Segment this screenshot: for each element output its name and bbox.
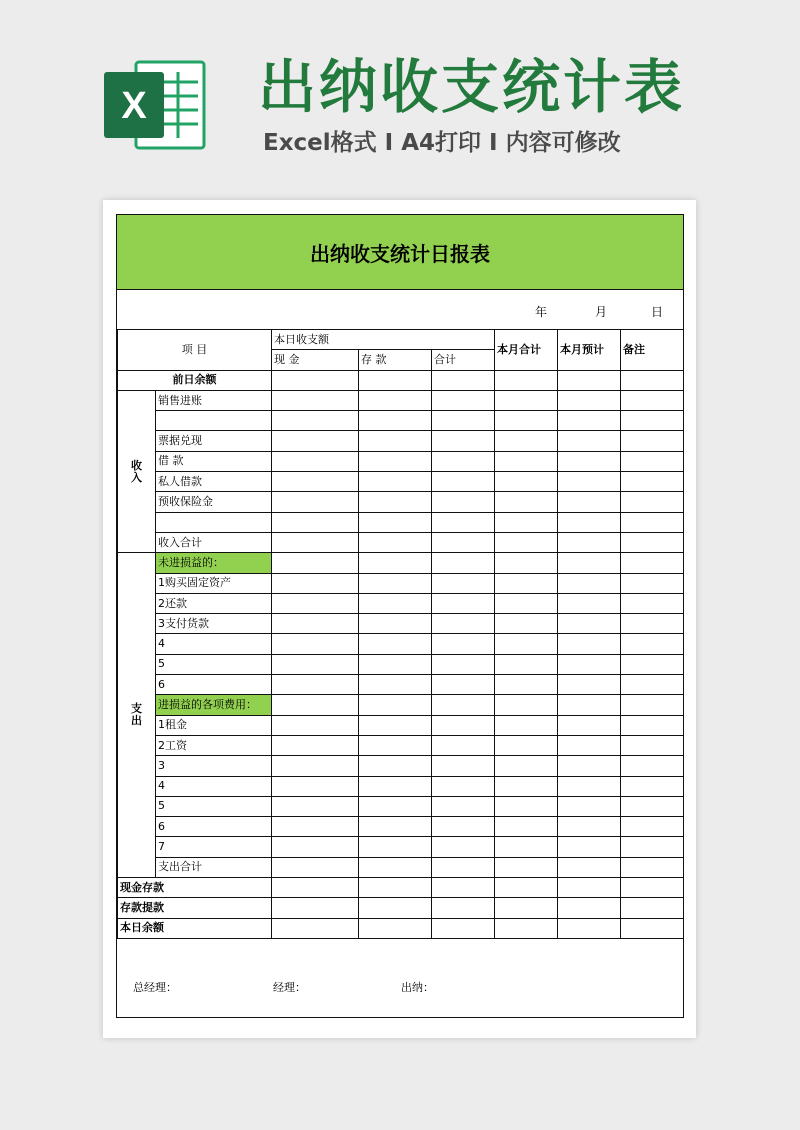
value-cell[interactable]	[495, 614, 558, 634]
value-cell[interactable]	[272, 776, 359, 796]
value-cell[interactable]	[272, 837, 359, 857]
row-label-income: 销售进账	[156, 390, 272, 410]
value-cell[interactable]	[432, 411, 495, 431]
value-cell[interactable]	[432, 593, 495, 613]
value-cell[interactable]	[621, 553, 684, 573]
value-cell[interactable]	[621, 675, 684, 695]
value-cell[interactable]	[558, 573, 621, 593]
value-cell[interactable]	[432, 695, 495, 715]
value-cell[interactable]	[359, 837, 432, 857]
report-table	[117, 329, 684, 939]
date-row	[117, 290, 683, 330]
value-cell[interactable]	[272, 695, 359, 715]
value-cell[interactable]	[495, 756, 558, 776]
value-cell[interactable]	[359, 715, 432, 735]
value-cell[interactable]	[495, 553, 558, 573]
value-cell[interactable]	[495, 390, 558, 410]
group-label-income: 收 入	[118, 390, 156, 552]
value-cell[interactable]	[621, 898, 684, 918]
value-cell[interactable]	[495, 878, 558, 898]
value-cell[interactable]	[558, 675, 621, 695]
row-label-prev-balance: 前日余额	[118, 370, 272, 390]
table-row	[118, 837, 684, 857]
value-cell[interactable]	[359, 898, 432, 918]
value-cell[interactable]	[272, 553, 359, 573]
value-cell[interactable]	[621, 918, 684, 938]
col-header-note: 备注	[621, 330, 684, 371]
value-cell[interactable]	[359, 472, 432, 492]
row-label-summary: 现金存款	[118, 878, 272, 898]
value-cell[interactable]	[621, 756, 684, 776]
value-cell[interactable]	[432, 634, 495, 654]
table-row	[118, 715, 684, 735]
value-cell[interactable]	[558, 796, 621, 816]
table-row	[118, 776, 684, 796]
value-cell[interactable]	[432, 675, 495, 695]
value-cell[interactable]	[558, 431, 621, 451]
value-cell[interactable]	[432, 898, 495, 918]
value-cell[interactable]	[272, 431, 359, 451]
row-label-income: 收入合计	[156, 532, 272, 552]
table-row	[118, 675, 684, 695]
value-cell[interactable]	[495, 512, 558, 532]
value-cell[interactable]	[558, 715, 621, 735]
value-cell[interactable]	[272, 573, 359, 593]
row-label-income: 预收保险金	[156, 492, 272, 512]
value-cell[interactable]	[432, 715, 495, 735]
value-cell[interactable]	[558, 614, 621, 634]
table-row	[118, 918, 684, 938]
row-label-expense-category: 进损益的各项费用：	[156, 695, 272, 715]
row-label-expense: 支出合计	[156, 857, 272, 877]
row-label-income: 票据兑现	[156, 431, 272, 451]
value-cell[interactable]	[272, 614, 359, 634]
value-cell[interactable]	[558, 817, 621, 837]
value-cell[interactable]	[558, 898, 621, 918]
value-cell[interactable]	[359, 634, 432, 654]
value-cell[interactable]	[558, 370, 621, 390]
value-cell[interactable]	[432, 370, 495, 390]
value-cell[interactable]	[495, 837, 558, 857]
value-cell[interactable]	[495, 411, 558, 431]
value-cell[interactable]	[272, 756, 359, 776]
logo-letter: X	[121, 85, 147, 127]
table-row	[118, 695, 684, 715]
value-cell[interactable]	[359, 614, 432, 634]
table-row	[118, 756, 684, 776]
value-cell[interactable]	[432, 431, 495, 451]
value-cell[interactable]	[432, 756, 495, 776]
value-cell[interactable]	[432, 796, 495, 816]
value-cell[interactable]	[558, 756, 621, 776]
value-cell[interactable]	[558, 472, 621, 492]
value-cell[interactable]	[272, 735, 359, 755]
value-cell[interactable]	[558, 451, 621, 471]
table-row	[118, 451, 684, 471]
table-row	[118, 411, 684, 431]
value-cell[interactable]	[432, 451, 495, 471]
row-label-summary: 存款提款	[118, 898, 272, 918]
row-label-expense: 5	[156, 654, 272, 674]
value-cell[interactable]	[432, 390, 495, 410]
row-label-expense: 1购买固定资产	[156, 573, 272, 593]
page-subtitle: Excel格式 I A4打印 I 内容可修改	[263, 130, 621, 156]
row-label-expense: 5	[156, 796, 272, 816]
row-label-income: 借 款	[156, 451, 272, 471]
value-cell[interactable]	[621, 878, 684, 898]
col-header-deposit: 存 款	[359, 350, 432, 370]
value-cell[interactable]	[359, 593, 432, 613]
value-cell[interactable]	[495, 451, 558, 471]
value-cell[interactable]	[621, 512, 684, 532]
col-header-cash: 现 金	[272, 350, 359, 370]
value-cell[interactable]	[272, 654, 359, 674]
value-cell[interactable]	[432, 776, 495, 796]
value-cell[interactable]	[621, 796, 684, 816]
value-cell[interactable]	[432, 918, 495, 938]
value-cell[interactable]	[621, 492, 684, 512]
value-cell[interactable]	[272, 634, 359, 654]
value-cell[interactable]	[495, 634, 558, 654]
date-day: 日	[651, 305, 664, 319]
value-cell[interactable]	[495, 492, 558, 512]
col-header-month-total: 本月合计	[495, 330, 558, 371]
table-row	[118, 878, 684, 898]
value-cell[interactable]	[272, 878, 359, 898]
table-row	[118, 532, 684, 552]
value-cell[interactable]	[621, 634, 684, 654]
row-label-expense: 3支付货款	[156, 614, 272, 634]
value-cell[interactable]	[432, 735, 495, 755]
row-label-expense-category: 未进损益的：	[156, 553, 272, 573]
value-cell[interactable]	[495, 817, 558, 837]
value-cell[interactable]	[272, 857, 359, 877]
value-cell[interactable]	[359, 817, 432, 837]
sign-general-manager: 总经理：	[133, 981, 177, 994]
value-cell[interactable]	[558, 634, 621, 654]
value-cell[interactable]	[495, 654, 558, 674]
value-cell[interactable]	[558, 512, 621, 532]
value-cell[interactable]	[621, 451, 684, 471]
value-cell[interactable]	[272, 675, 359, 695]
value-cell[interactable]	[359, 878, 432, 898]
value-cell[interactable]	[558, 918, 621, 938]
table-row	[118, 634, 684, 654]
value-cell[interactable]	[432, 472, 495, 492]
row-label-expense: 6	[156, 817, 272, 837]
value-cell[interactable]	[432, 817, 495, 837]
value-cell[interactable]	[432, 837, 495, 857]
value-cell[interactable]	[359, 695, 432, 715]
col-header-subtotal: 合计	[432, 350, 495, 370]
value-cell[interactable]	[621, 715, 684, 735]
table-row	[118, 512, 684, 532]
value-cell[interactable]	[432, 512, 495, 532]
value-cell[interactable]	[558, 878, 621, 898]
value-cell[interactable]	[495, 431, 558, 451]
date-month: 月	[595, 305, 608, 319]
value-cell[interactable]	[432, 553, 495, 573]
value-cell[interactable]	[272, 370, 359, 390]
value-cell[interactable]	[359, 857, 432, 877]
value-cell[interactable]	[495, 370, 558, 390]
page-title: 出纳收支统计表	[258, 53, 686, 121]
value-cell[interactable]	[495, 715, 558, 735]
value-cell[interactable]	[621, 411, 684, 431]
row-label-expense: 2还款	[156, 593, 272, 613]
value-cell[interactable]	[558, 593, 621, 613]
value-cell[interactable]	[495, 695, 558, 715]
excel-logo-icon	[102, 58, 208, 152]
value-cell[interactable]	[495, 472, 558, 492]
value-cell[interactable]	[359, 735, 432, 755]
table-row	[118, 817, 684, 837]
value-cell[interactable]	[272, 715, 359, 735]
value-cell[interactable]	[359, 796, 432, 816]
group-label-expense: 支 出	[118, 553, 156, 878]
value-cell[interactable]	[621, 370, 684, 390]
value-cell[interactable]	[558, 492, 621, 512]
value-cell[interactable]	[432, 654, 495, 674]
value-cell[interactable]	[359, 918, 432, 938]
value-cell[interactable]	[495, 675, 558, 695]
value-cell[interactable]	[359, 390, 432, 410]
value-cell[interactable]	[272, 492, 359, 512]
value-cell[interactable]	[495, 532, 558, 552]
row-label-expense: 1租金	[156, 715, 272, 735]
value-cell[interactable]	[621, 735, 684, 755]
table-row	[118, 431, 684, 451]
value-cell[interactable]	[621, 837, 684, 857]
table-row	[118, 735, 684, 755]
value-cell[interactable]	[495, 735, 558, 755]
value-cell[interactable]	[621, 776, 684, 796]
value-cell[interactable]	[359, 532, 432, 552]
table-row	[118, 593, 684, 613]
value-cell[interactable]	[359, 512, 432, 532]
value-cell[interactable]	[272, 898, 359, 918]
value-cell[interactable]	[621, 573, 684, 593]
date-year: 年	[535, 305, 548, 319]
sign-manager: 经理：	[273, 981, 306, 994]
report-sheet	[116, 214, 684, 1018]
value-cell[interactable]	[432, 857, 495, 877]
row-label-expense: 3	[156, 756, 272, 776]
value-cell[interactable]	[272, 918, 359, 938]
value-cell[interactable]	[621, 532, 684, 552]
value-cell[interactable]	[359, 370, 432, 390]
value-cell[interactable]	[621, 472, 684, 492]
value-cell[interactable]	[558, 837, 621, 857]
value-cell[interactable]	[621, 431, 684, 451]
value-cell[interactable]	[495, 857, 558, 877]
value-cell[interactable]	[272, 390, 359, 410]
row-label-expense: 7	[156, 837, 272, 857]
row-label-summary: 本日余额	[118, 918, 272, 938]
value-cell[interactable]	[432, 492, 495, 512]
row-label-expense: 6	[156, 675, 272, 695]
value-cell[interactable]	[495, 918, 558, 938]
table-row	[118, 614, 684, 634]
value-cell[interactable]	[495, 593, 558, 613]
value-cell[interactable]	[621, 593, 684, 613]
value-cell[interactable]	[621, 654, 684, 674]
table-row	[118, 898, 684, 918]
value-cell[interactable]	[272, 796, 359, 816]
value-cell[interactable]	[558, 695, 621, 715]
value-cell[interactable]	[558, 857, 621, 877]
col-header-month-forecast: 本月预计	[558, 330, 621, 371]
value-cell[interactable]	[621, 857, 684, 877]
sign-cashier: 出纳：	[401, 981, 434, 994]
table-row	[118, 472, 684, 492]
value-cell[interactable]	[621, 695, 684, 715]
row-label-expense: 2工资	[156, 735, 272, 755]
value-cell[interactable]	[359, 492, 432, 512]
value-cell[interactable]	[272, 593, 359, 613]
value-cell[interactable]	[558, 411, 621, 431]
value-cell[interactable]	[359, 431, 432, 451]
value-cell[interactable]	[495, 796, 558, 816]
sheet-title: 出纳收支统计日报表	[117, 215, 683, 290]
table-row	[118, 553, 684, 573]
signature-row	[117, 973, 683, 1017]
table-row	[118, 370, 684, 390]
value-cell[interactable]	[558, 654, 621, 674]
value-cell[interactable]	[432, 573, 495, 593]
table-row	[118, 390, 684, 410]
table-row	[118, 654, 684, 674]
value-cell[interactable]	[495, 573, 558, 593]
col-header-today: 本日收支额	[272, 330, 495, 350]
value-cell[interactable]	[272, 411, 359, 431]
value-cell[interactable]	[495, 776, 558, 796]
col-header-item: 项 目	[118, 330, 272, 371]
value-cell[interactable]	[621, 390, 684, 410]
row-label-expense: 4	[156, 776, 272, 796]
table-row	[118, 796, 684, 816]
table-row	[118, 573, 684, 593]
value-cell[interactable]	[621, 614, 684, 634]
row-label-income: 私人借款	[156, 472, 272, 492]
value-cell[interactable]	[432, 532, 495, 552]
value-cell[interactable]	[359, 553, 432, 573]
value-cell[interactable]	[359, 411, 432, 431]
value-cell[interactable]	[495, 898, 558, 918]
value-cell[interactable]	[558, 390, 621, 410]
table-row	[118, 492, 684, 512]
value-cell[interactable]	[558, 553, 621, 573]
value-cell[interactable]	[272, 532, 359, 552]
value-cell[interactable]	[621, 817, 684, 837]
value-cell[interactable]	[432, 878, 495, 898]
value-cell[interactable]	[359, 756, 432, 776]
value-cell[interactable]	[359, 675, 432, 695]
value-cell[interactable]	[432, 614, 495, 634]
row-label-income	[156, 512, 272, 532]
value-cell[interactable]	[558, 735, 621, 755]
row-label-income	[156, 411, 272, 431]
value-cell[interactable]	[558, 776, 621, 796]
value-cell[interactable]	[359, 776, 432, 796]
value-cell[interactable]	[558, 532, 621, 552]
value-cell[interactable]	[272, 472, 359, 492]
value-cell[interactable]	[272, 817, 359, 837]
row-label-expense: 4	[156, 634, 272, 654]
value-cell[interactable]	[359, 451, 432, 471]
value-cell[interactable]	[272, 512, 359, 532]
value-cell[interactable]	[359, 573, 432, 593]
table-row	[118, 857, 684, 877]
value-cell[interactable]	[272, 451, 359, 471]
value-cell[interactable]	[359, 654, 432, 674]
